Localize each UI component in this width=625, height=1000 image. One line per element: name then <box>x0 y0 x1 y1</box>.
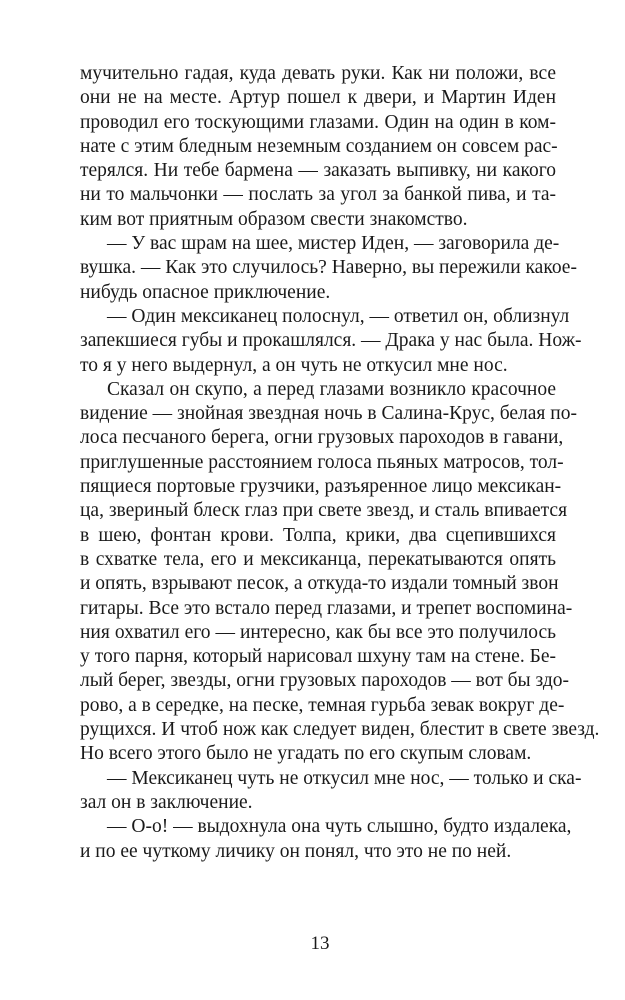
text-line: нате с этим бледным неземным созданием он совсем рас- <box>80 135 558 157</box>
text-line: и опять, взрывают песок, а откуда-то издали томный звон <box>80 573 559 595</box>
text-line: Но всего этого было не угадать по его скупым словам. <box>80 743 532 765</box>
paragraph <box>80 305 582 378</box>
text-line: ни то мальчонки — послать за угол за банкой пива, и та- <box>80 184 556 206</box>
text-line: мучительно гадая, куда девать руки. Как ни положи, все <box>80 63 556 84</box>
paragraph <box>80 62 556 232</box>
text-line: ким вот приятным образом свести знакомство. <box>80 208 468 230</box>
text-line: лый берег, звезды, огни грузовых пароходов — вот бы здо- <box>80 670 570 692</box>
text-line: зал он в заключение. <box>80 791 253 813</box>
paragraph <box>80 232 577 305</box>
paragraph <box>80 815 572 864</box>
text-line: Сказал он скупо, а перед глазами возникло красочное <box>107 378 556 400</box>
text-line: ца, звериный блеск глаз при свете звезд, и сталь впивается <box>80 500 568 522</box>
text-line: — О-о! — выдохнула она чуть слышно, будто издалека, <box>107 816 572 838</box>
text-line: в схватке тела, его и мексиканца, перекатываются опять <box>80 548 556 570</box>
text-line: проводил его тоскующими глазами. Один на один в ком- <box>80 111 556 133</box>
text-line: пящиеся портовые грузчики, разъяренное лицо мексикан- <box>80 476 562 498</box>
text-line: нибудь опасное приключение. <box>80 281 331 303</box>
text-line: вушка. — Как это случилось? Наверно, вы пережили какое- <box>80 257 577 279</box>
text-line: рово, а в середке, на песке, темная гурьба зевак вокруг де- <box>80 694 565 716</box>
text-line: они не на месте. Артур пошел к двери, и Мартин Иден <box>80 87 556 109</box>
text-line: то я у него выдернул, а он чуть не откусил мне нос. <box>80 354 508 376</box>
text-line: и по ее чуткому личику он понял, что это не по ней. <box>80 840 512 862</box>
text-line: видение — знойная звездная ночь в Салина-Крус, белая по- <box>80 403 577 425</box>
page-body-text <box>80 62 600 864</box>
text-line: запекшиеся губы и прокашлялся. — Драка у нас была. Нож- <box>80 330 582 352</box>
page-number: 13 <box>310 933 330 954</box>
text-line: — Один мексиканец полоснул, — ответил он, облизнул <box>107 305 570 327</box>
text-line: в шею, фонтан крови. Толпа, крики, два сцепившихся <box>80 524 556 546</box>
text-line: лоса песчаного берега, огни грузовых пароходов в гавани, <box>80 427 564 449</box>
text-line: рущихся. И чтоб нож как следует виден, блестит в свете звезд. <box>80 719 600 741</box>
text-line: — У вас шрам на шее, мистер Иден, — заговорила де- <box>107 233 560 255</box>
text-line: терялся. Ни тебе бармена — заказать выпивку, ни какого <box>80 160 556 182</box>
text-line: гитары. Все это встало перед глазами, и трепет воспомина- <box>80 597 573 619</box>
paragraph <box>80 767 582 816</box>
text-line: ния охватил его — интересно, как бы все это получилось <box>80 621 556 643</box>
text-line: у того парня, который нарисовал шхуну там на стене. Бе- <box>80 646 556 668</box>
text-line: — Мексиканец чуть не откусил мне нос, — только и ска- <box>107 767 582 789</box>
paragraph <box>80 378 600 767</box>
text-line: приглушенные расстоянием голоса пьяных матросов, тол- <box>80 451 564 473</box>
